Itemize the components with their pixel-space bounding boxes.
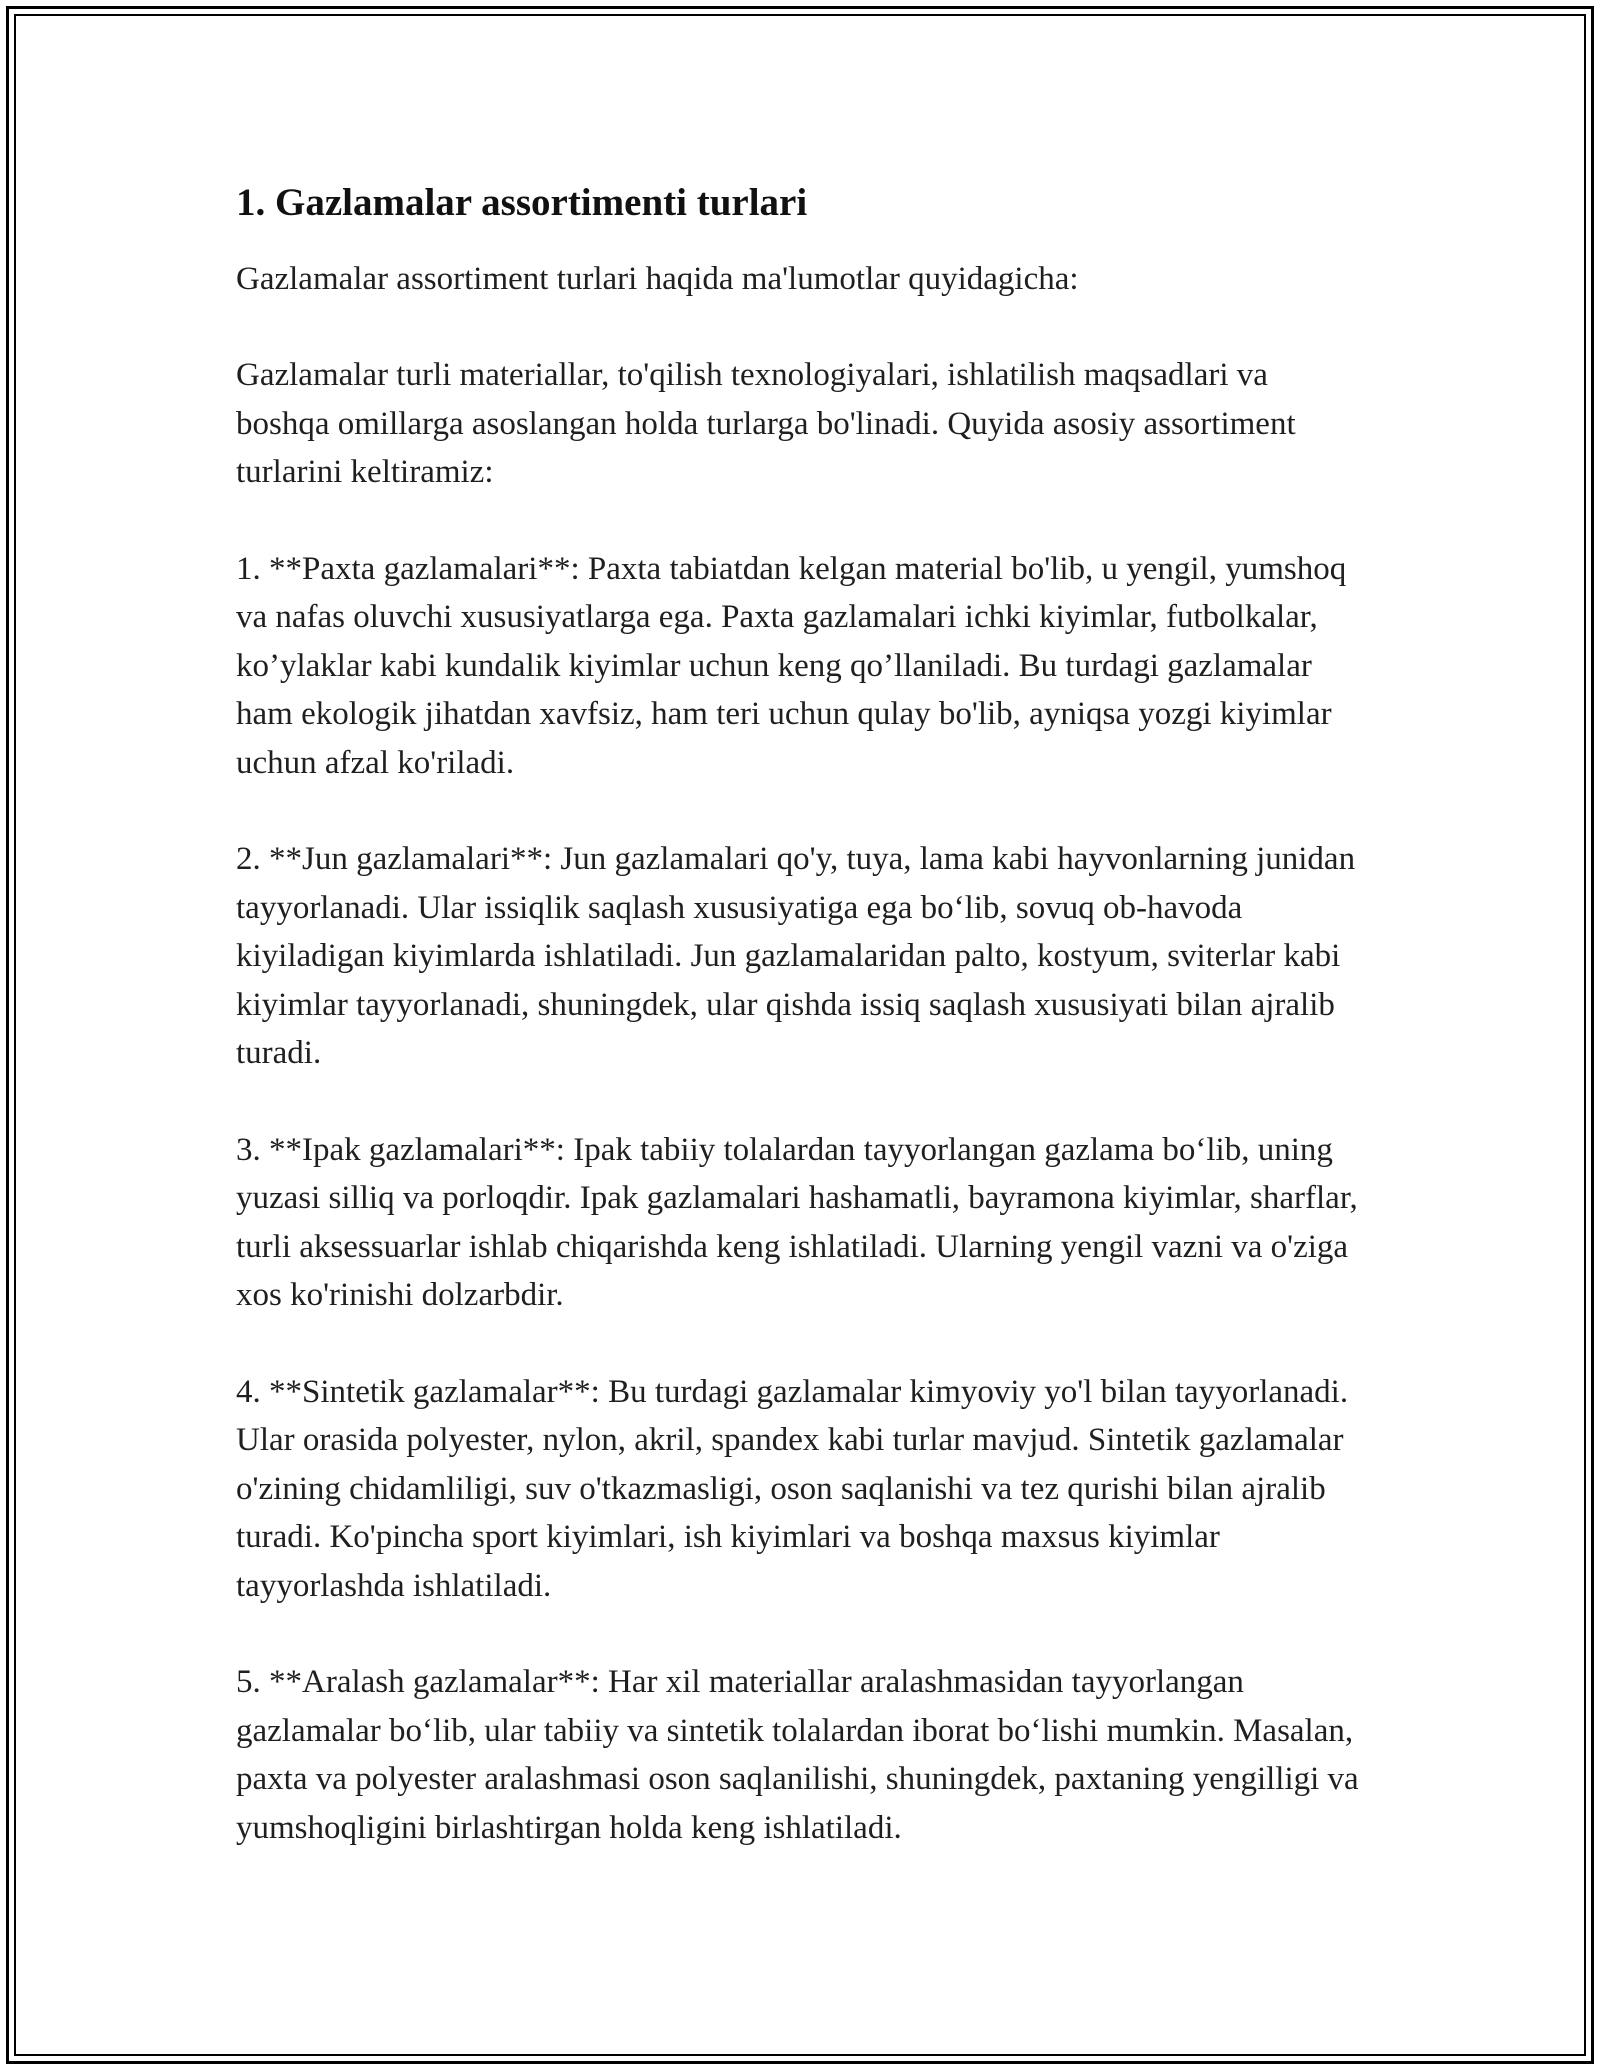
paragraph-silk-fabrics: 3. **Ipak gazlamalari**: Ipak tabiiy tolalardan tayyorlangan gazlama bo‘lib, uning yuzasi silliq va porloqdir. Ipak gazlamalari hashamatli, bayramona kiyimlar, sharflar, turli aksessuarlar ishlab chiqarishda keng ishlatiladi. Ularning yengil vazni va o'ziga xos ko'rinishi dolzarbdir. <box>236 1131 1358 1314</box>
paragraph-synthetic-fabrics: 4. **Sintetik gazlamalar**: Bu turdagi gazlamalar kimyoviy yo'l bilan tayyorlanadi. Ular orasida polyester, nylon, akril, spandex kabi turlar mavjud. Sintetik gazlamalar o'zining chidamliligi, suv o'tkazmasligi, oson saqlanishi va tez qurishi bilan ajralib turadi. Ko'pincha sport kiyimlari, ish kiyimlari va boshqa maxsus kiyimlar tayyorlashda ishlatiladi. <box>236 1373 1349 1604</box>
paragraph-blended-fabrics: 5. **Aralash gazlamalar**: Har xil materiallar aralashmasidan tayyorlangan gazlamalar bo‘lib, ular tabiiy va sintetik tolalardan iborat bo‘lishi mumkin. Masalan, paxta va polyester aralashmasi oson saqlanilishi, shuningdek, paxtaning yengilligi va yumshoqligini birlashtirgan holda keng ishlatiladi. <box>236 1664 1359 1846</box>
paragraph-wool-fabrics: 2. **Jun gazlamalari**: Jun gazlamalari qo'y, tuya, lama kabi hayvonlarning junidan tayyorlanadi. Ular issiqlik saqlash xususiyatiga ega bo‘lib, sovuq ob-havoda kiyiladigan kiyimlarda ishlatiladi. Jun gazlamalaridan palto, kostyum, sviterlar kabi kiyimlar tayyorlanadi, shuningdek, ular qishda issiq saqlash xususiyati bilan ajralib turadi. <box>236 841 1356 1072</box>
document-body <box>236 178 1368 1900</box>
paragraph-cotton-fabrics: 1. **Paxta gazlamalari**: Paxta tabiatdan kelgan material bo'lib, u yengil, yumshoq va nafas oluvchi xususiyatlarga ega. Paxta gazlamalari ichki kiyimlar, futbolkalar, ko’ylaklar kabi kundalik kiyimlar uchun keng qo’llaniladi. Bu turdagi gazlamalar ham ekologik jihatdan xavfsiz, ham teri uchun qulay bo'lib, ayniqsa yozgi kiyimlar uchun afzal ko'riladi. <box>236 550 1347 781</box>
document-title: 1. Gazlamalar assortimenti turlari <box>236 181 808 224</box>
intro-line: Gazlamalar assortiment turlari haqida ma'lumotlar quyidagicha: <box>236 260 1079 297</box>
intro-paragraph: Gazlamalar turli materiallar, to'qilish texnologiyalari, ishlatilish maqsadlari va boshqa omillarga asoslangan holda turlarga bo'linadi. Quyida asosiy assortiment turlarini keltiramiz: <box>236 357 1296 491</box>
